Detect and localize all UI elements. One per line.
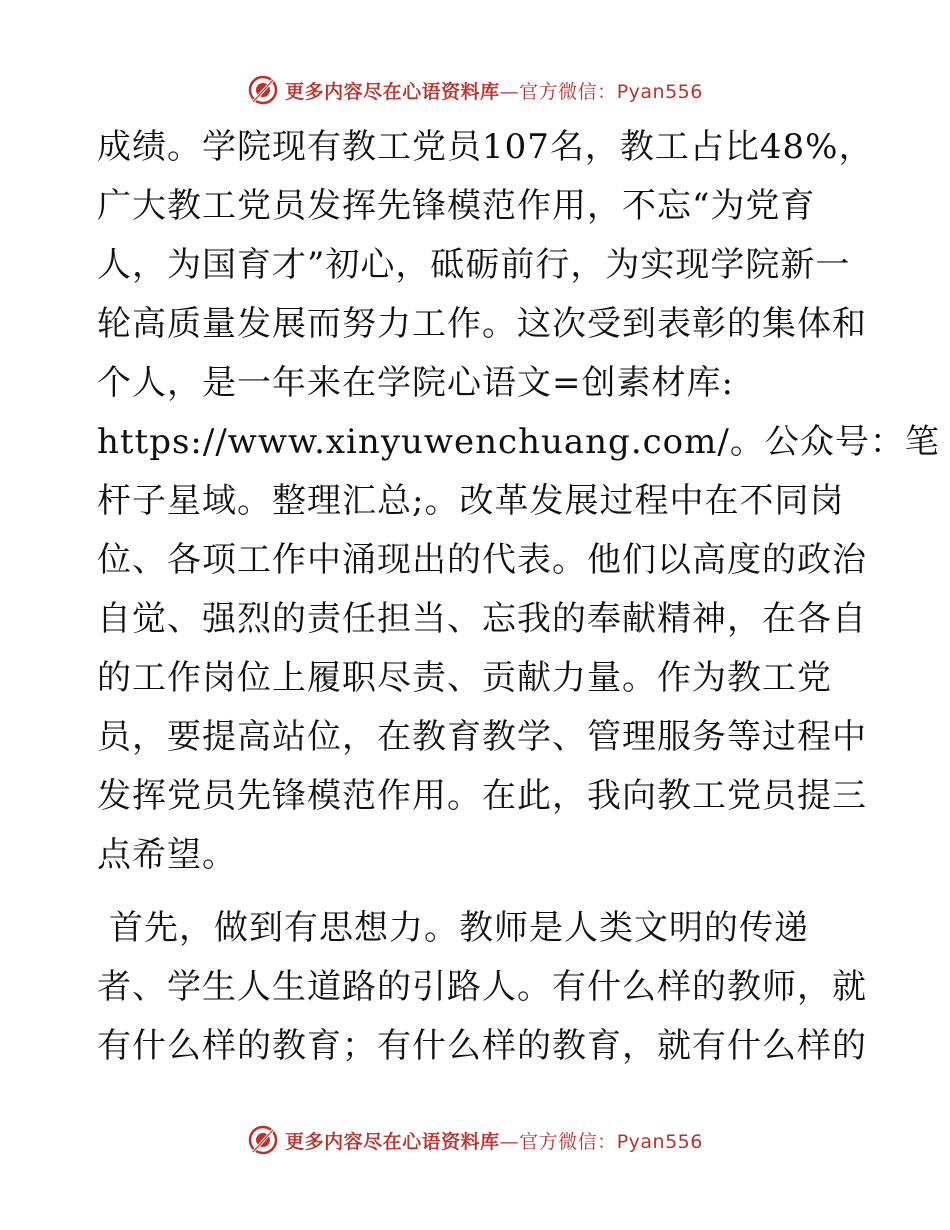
banner-main-text: 更多内容尽在心语资料库 [285,1130,500,1153]
header-banner [0,70,950,110]
banner-text [285,1127,703,1154]
pen-logo-icon [247,74,279,106]
text-line: 个人，是一年来在学院心语文=创素材库: [97,363,734,403]
banner-main-text: 更多内容尽在心语资料库 [285,80,500,103]
banner-wechat-label: 官方微信： [519,1130,617,1153]
text-line: 首先，做到有思想力。教师是人类文明的传递 [109,908,809,948]
text-line: 的工作岗位上履职尽责、贡献力量。作为教工党 [97,658,832,698]
paragraph-2 [97,899,867,1076]
text-line: 广大教工党员发挥先锋模范作用，不忘“为党育 [97,186,816,226]
text-line: 杆子星域。整理汇总;。改革发展过程中在不同岗 [97,481,845,521]
banner-dash: — [499,1130,520,1153]
text-line: 位、各项工作中涌现出的代表。他们以高度的政治 [97,540,867,580]
pen-logo-icon [247,1124,279,1156]
text-line: 员，要提高站位，在教育教学、管理服务等过程中 [97,717,867,757]
url-text-line: https://www.xinyuwenchuang.com/。公众号：笔 [97,422,940,462]
banner-text [285,77,703,104]
banner-wechat-id: Pyan556 [616,80,703,103]
text-line: 者、学生人生道路的引路人。有什么样的教师，就 [97,967,867,1007]
banner-wechat-id: Pyan556 [616,1130,703,1153]
paragraph-1 [97,118,940,885]
text-line: 人，为国育才”初心，砥砺前行，为实现学院新一 [97,245,851,285]
text-line: 点希望。 [97,835,237,875]
banner-wechat-label: 官方微信： [519,80,617,103]
text-line: 轮高质量发展而努力工作。这次受到表彰的集体和 [97,304,867,344]
text-line: 有什么样的教育；有什么样的教育，就有什么样的 [97,1026,867,1066]
text-line: 自觉、强烈的责任担当、忘我的奉献精神，在各自 [97,599,867,639]
footer-banner [0,1120,950,1160]
text-line: 发挥党员先锋模范作用。在此，我向教工党员提三 [97,776,867,816]
banner-dash: — [499,80,520,103]
text-line: 成绩。学院现有教工党员107名，教工占比48%， [97,127,874,167]
document-body [97,118,940,1076]
